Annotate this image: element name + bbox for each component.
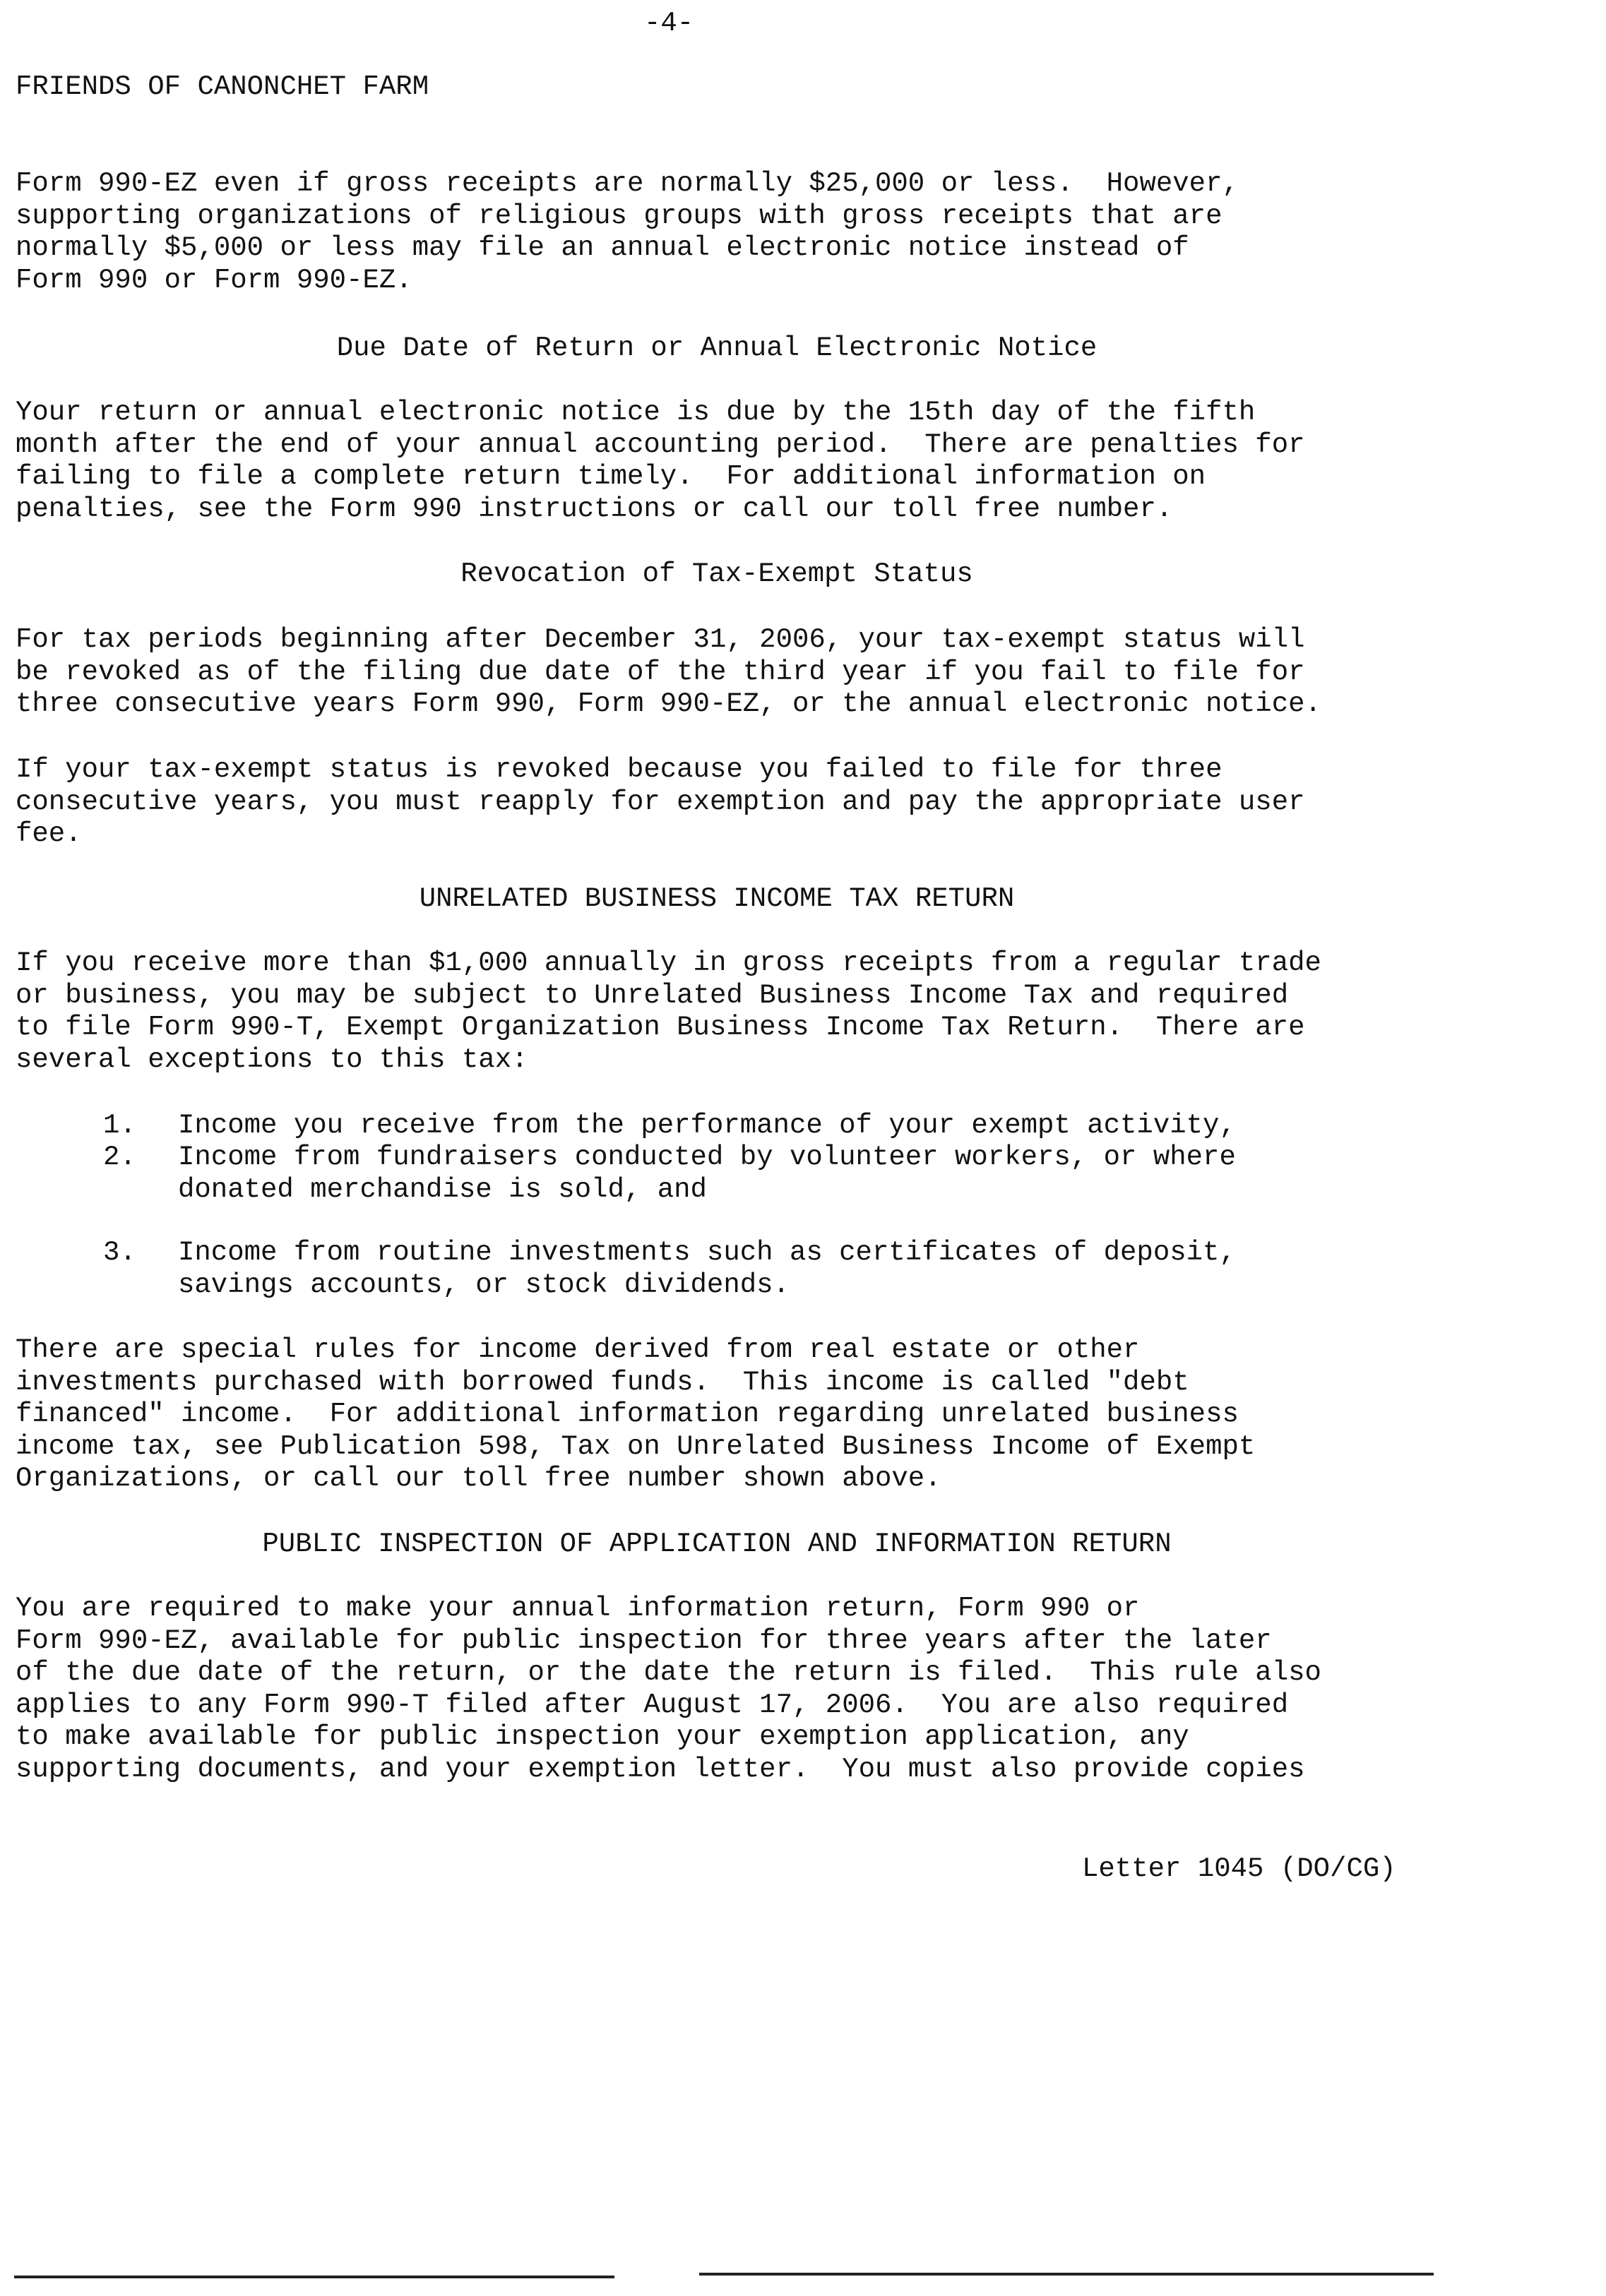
revocation-paragraph-2: If your tax-exempt status is revoked because you failed to file for three consecutive years, you must reapply for exemption and pay the appropriate user fee.	[16, 754, 1305, 849]
bottom-rule-left	[14, 2276, 614, 2278]
list-item-text: Income from fundraisers conducted by volunteer workers, or where donated merchandise is sold, and	[178, 1142, 1236, 1205]
list-item-text: Income from routine investments such as certificates of deposit, savings accounts, or stock dividends.	[178, 1237, 1236, 1301]
public-inspection-heading: PUBLIC INSPECTION OF APPLICATION AND INFORMATION RETURN	[262, 1529, 1172, 1560]
bottom-rule-right	[699, 2273, 1434, 2276]
ubit-paragraph-1: If you receive more than $1,000 annually in gross receipts from a regular trade or business, you may be subject to Unrelated Business Income Tax and required to file Form 990-T, Exempt Organization Business Income Tax Return. There are several exceptions to this tax:	[16, 947, 1321, 1075]
page-number: -4-	[644, 8, 694, 39]
intro-paragraph: Form 990-EZ even if gross receipts are normally $25,000 or less. However, supporting organizations of religious groups with gross receipts that are normally $5,000 or less may file an annual electronic notice instead of Form 990 or Form 990-EZ.	[16, 168, 1239, 296]
list-item-number: 3.	[103, 1237, 136, 1268]
list-item-number: 1.	[103, 1110, 136, 1141]
revocation-paragraph-1: For tax periods beginning after December 31, 2006, your tax-exempt status will be revoked as of the filing due date of the third year if you fail to file for three consecutive years Form 990, Form 990-EZ, or the annual electronic notice.	[16, 624, 1321, 719]
revocation-heading: Revocation of Tax-Exempt Status	[460, 558, 973, 590]
list-item-text: Income you receive from the performance of your exempt activity,	[178, 1110, 1236, 1141]
due-date-heading: Due Date of Return or Annual Electronic Notice	[336, 333, 1098, 364]
ubit-paragraph-2: There are special rules for income derived from real estate or other investments purchased with borrowed funds. This income is called "debt financed" income. For additional information regarding unrelated business income tax, see Publication 598, Tax on Unrelated Business Income of Exempt Organizations, or call our toll free number shown above.	[16, 1334, 1256, 1494]
due-date-paragraph: Your return or annual electronic notice is due by the 15th day of the fifth month after the end of your annual accounting period. There are penalties for failing to file a complete return timely. For additional information on penalties, see the Form 990 instructions or call our toll free number.	[16, 397, 1305, 525]
list-item-number: 2.	[103, 1142, 136, 1173]
letter-identifier: Letter 1045 (DO/CG)	[1082, 1853, 1396, 1884]
organization-name: FRIENDS OF CANONCHET FARM	[16, 71, 429, 102]
public-inspection-paragraph: You are required to make your annual information return, Form 990 or Form 990-EZ, available for public inspection for three years after the later of the due date of the return, or the date the return is filed. This rule also applies to any Form 990-T filed after August 17, 2006. You are also required to make available for public inspection your exemption application, any supporting documents, and your exemption letter. You must also provide copies	[16, 1593, 1321, 1785]
ubit-heading: UNRELATED BUSINESS INCOME TAX RETURN	[419, 883, 1015, 914]
